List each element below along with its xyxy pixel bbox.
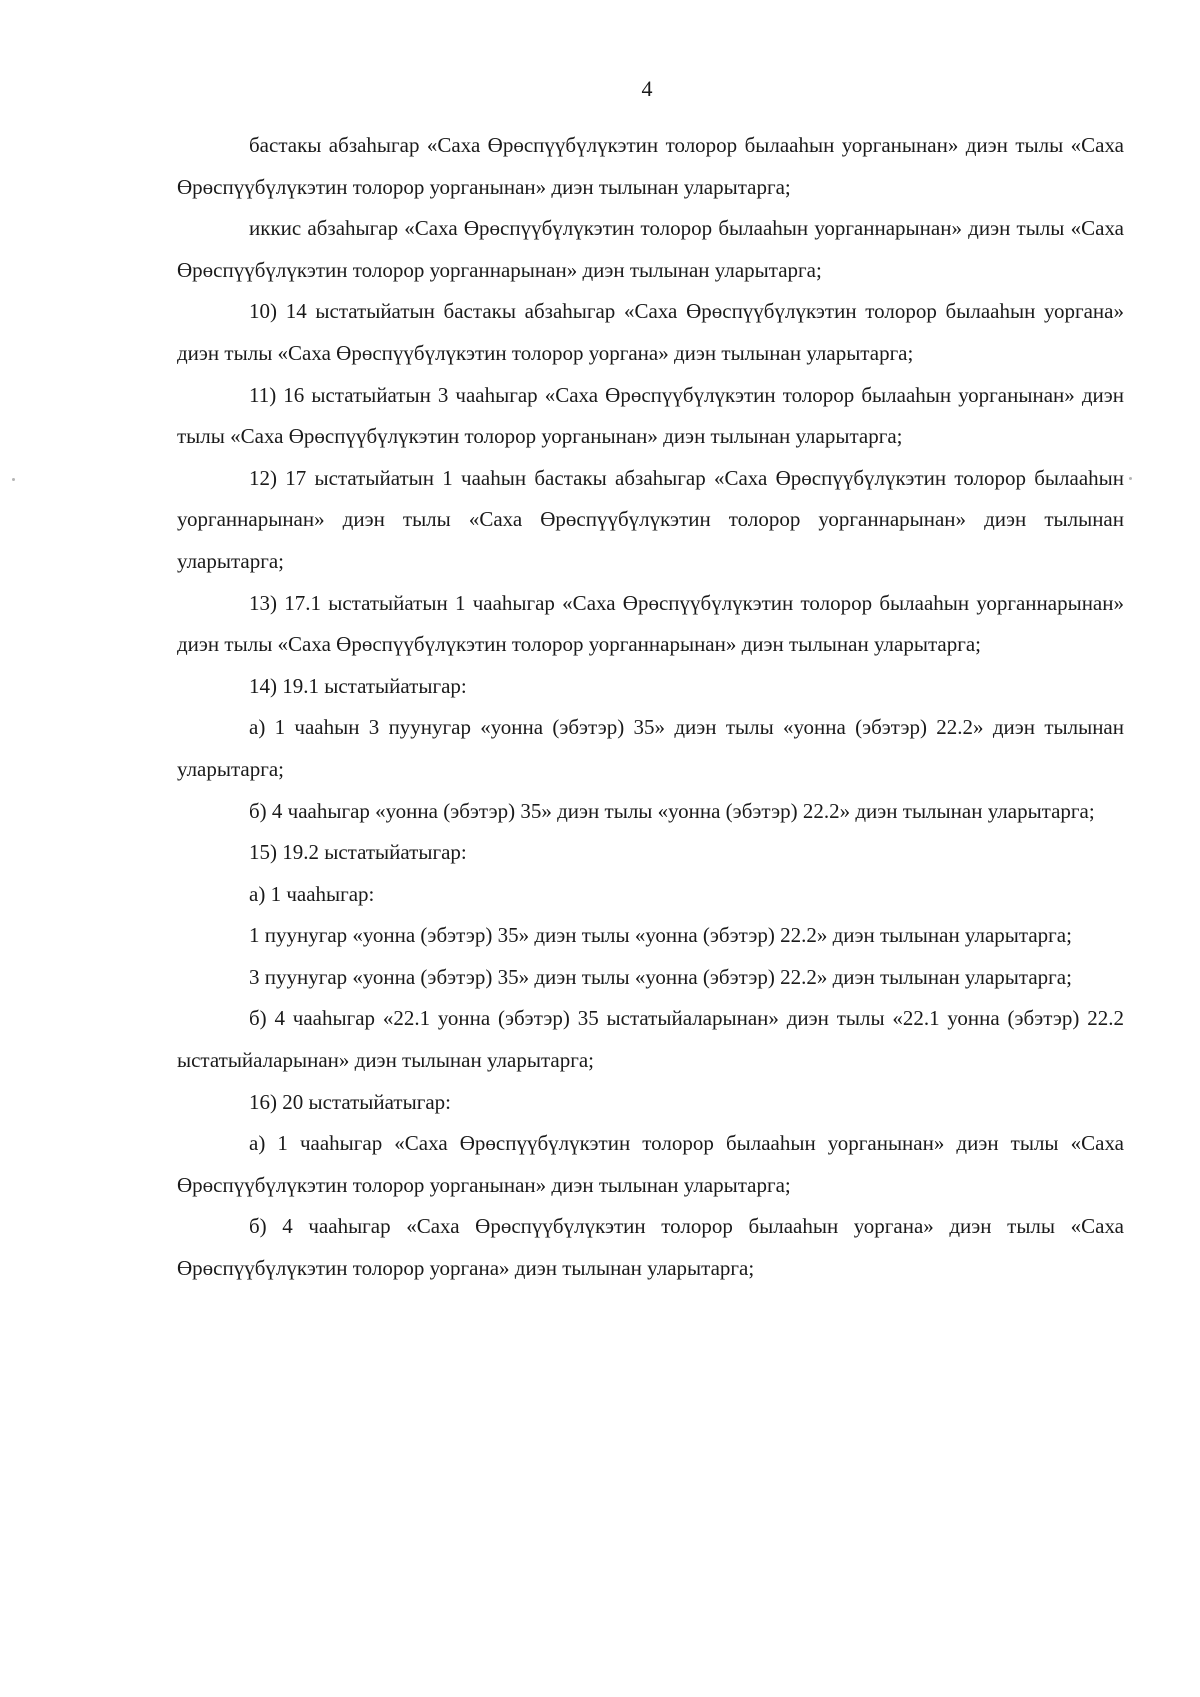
paragraph: иккис абзаһыгар «Саха Өрөспүүбүлүкэтин толорор былааһын уорганнарынан» диэн тылы «Саха Өрөспүүбүлүкэтин толорор уорганнарынан» диэн тылынан уларытарга; [177, 216, 1124, 282]
paragraph: а) 1 чааһыгар «Саха Өрөспүүбүлүкэтин толорор былааһын уорганынан» диэн тылы «Саха Өрөспүүбүлүкэтин толорор уорганынан» диэн тылынан уларытарга; [177, 1131, 1124, 1197]
paragraph: 13) 17.1 ыстатыйатын 1 чааһыгар «Саха Өрөспүүбүлүкэтин толорор былааһын уорганнарынан» диэн тылы «Саха Өрөспүүбүлүкэтин толорор уорганнарынан» диэн тылынан уларытарга; [177, 590, 1124, 657]
paragraph: 1 пуунугар «уонна (эбэтэр) 35» диэн тылы «уонна (эбэтэр) 22.2» диэн тылынан уларытарга; [249, 923, 1072, 948]
scan-speck [12, 478, 15, 481]
paragraph: б) 4 чааһыгар «22.1 уонна (эбэтэр) 35 ыстатыйаларынан» диэн тылы «22.1 уонна (эбэтэр) 22.2 ыстатыйаларынан» диэн тылынан уларытарга; [177, 1006, 1124, 1073]
page-number: 4 [641, 76, 653, 101]
paragraph: 16) 20 ыстатыйатыгар: [249, 1089, 451, 1114]
paragraph: 15) 19.2 ыстатыйатыгар: [249, 840, 467, 865]
paragraph: 14) 19.1 ыстатыйатыгар: [249, 673, 467, 698]
paragraph: 11) 16 ыстатыйатын 3 чааһыгар «Саха Өрөспүүбүлүкэтин толорор былааһын уорганынан» диэн тылы «Саха Өрөспүүбүлүкэтин толорор уорганынан» диэн тылынан уларытарга; [177, 382, 1124, 449]
paragraph: 3 пуунугар «уонна (эбэтэр) 35» диэн тылы «уонна (эбэтэр) 22.2» диэн тылынан уларытарга; [249, 964, 1072, 989]
paragraph: бастакы абзаһыгар «Саха Өрөспүүбүлүкэтин толорор былааһын уорганынан» диэн тылы «Саха Өрөспүүбүлүкэтин толорор уорганынан» диэн тылынан уларытарга; [177, 133, 1124, 199]
paragraph: б) 4 чааһыгар «Саха Өрөспүүбүлүкэтин толорор былааһын уоргана» диэн тылы «Саха Өрөспүүбүлүкэтин толорор уоргана» диэн тылынан уларытарга; [177, 1214, 1124, 1281]
scan-speck [1129, 477, 1132, 480]
paragraph: 12) 17 ыстатыйатын 1 чааһын бастакы абзаһыгар «Саха Өрөспүүбүлүкэтин толорор былааһын уорганнарынан» диэн тылы «Саха Өрөспүүбүлүкэтин толорор уорганнарынан» диэн тылынан уларытарга; [177, 465, 1124, 573]
document-body [177, 125, 1124, 1290]
paragraph: 10) 14 ыстатыйатын бастакы абзаһыгар «Саха Өрөспүүбүлүкэтин толорор былааһын уоргана» диэн тылы «Саха Өрөспүүбүлүкэтин толорор уоргана» диэн тылынан уларытарга; [177, 299, 1124, 365]
paragraph: а) 1 чааһыгар: [249, 881, 375, 906]
paragraph: а) 1 чааһын 3 пуунугар «уонна (эбэтэр) 35» диэн тылы «уонна (эбэтэр) 22.2» диэн тылынан уларытарга; [177, 715, 1124, 781]
paragraph: б) 4 чааһыгар «уонна (эбэтэр) 35» диэн тылы «уонна (эбэтэр) 22.2» диэн тылынан уларытарга; [249, 798, 1095, 823]
